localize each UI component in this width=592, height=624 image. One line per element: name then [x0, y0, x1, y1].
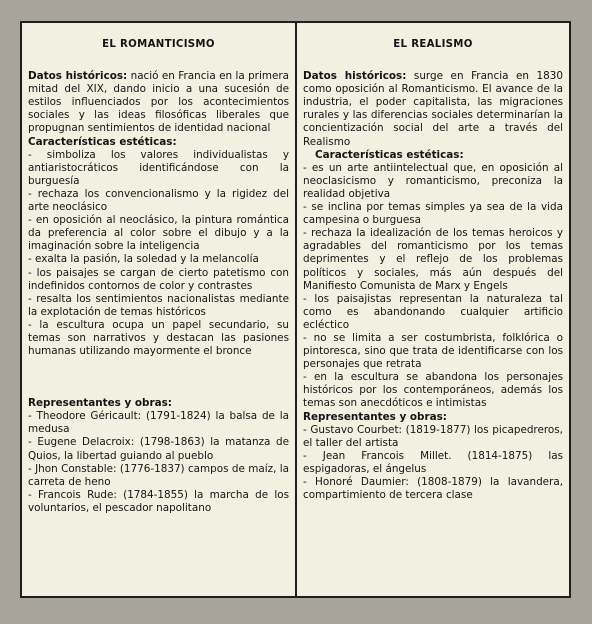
list-item: - en la escultura se abandona los personajes históricos por los contemporáneos, además los temas son anecdóticos e intimistas: [303, 371, 563, 410]
list-item: - rechaza la idealización de los temas heroicos y agradables del romanticismo por los temas deprimentes y el reflejo de los problemas políticos y sociales, más aún después del Manifiesto Comunista de Marx y Engels: [303, 227, 563, 292]
representantes-list: [28, 410, 289, 515]
list-item: - exalta la pasión, la soledad y la melancolía: [28, 253, 259, 266]
list-item: - la escultura ocupa un papel secundario, su temas son narrativos y destacan las pasiones humanas utilizando mayormente el bronce: [28, 318, 289, 358]
list-item: - en oposición al neoclásico, la pintura romántica da preferencia al color sobre el dibujo y a la imaginación sobre la inteligencia: [28, 214, 289, 253]
datos-text: nació en Francia en la primera mitad del XIX, dando inicio a una sucesión de estilos influenciados por los acontecimientos sociales y las ideas filosóficas liberales que propugnan sentimientos de identidad nacional: [28, 70, 289, 135]
list-item: - Jean Francois Millet. (1814-1875) las espigadoras, el ángelus: [303, 449, 563, 475]
datos-label: Datos históricos:: [28, 70, 128, 83]
list-item: - Honoré Daumier: (1808-1879) la lavandera, compartimiento de tercera clase: [303, 476, 563, 502]
list-item: - se inclina por temas simples ya sea de la vida campesina o burguesa: [303, 201, 563, 227]
datos-label: Datos históricos:: [303, 70, 407, 83]
romanticismo-column: [22, 23, 297, 596]
list-item: - es un arte antiintelectual que, en oposición al neoclasicismo y romanticismo, preconiza la realidad objetiva: [303, 161, 563, 200]
caracteristicas-heading: Características estéticas:: [28, 135, 177, 148]
list-item: - Theodore Géricault: (1791-1824) la balsa de la medusa: [28, 410, 289, 436]
comparison-table: [20, 21, 571, 598]
list-item: - no se limita a ser costumbrista, folklórica o pintoresca, sino que trata de identificarse con los personajes que retrata: [303, 331, 563, 371]
representantes-heading: Representantes y obras:: [28, 397, 172, 410]
list-item: - Eugene Delacroix: (1798-1863) la matanza de Quios, la libertad guiando al pueblo: [28, 436, 289, 462]
spacer: [28, 358, 289, 397]
romanticismo-datos: [28, 70, 289, 135]
list-item: - simboliza los valores individualistas y antiaristocráticos identificándose con la burguesía: [28, 148, 289, 187]
list-item: - Jhon Constable: (1776-1837) campos de maíz, la carreta de heno: [28, 462, 289, 488]
datos-text: surge en Francia en 1830 como oposición al Romanticismo. El avance de la industria, el poder capitalista, las migraciones rurales y las diferencias sociales determinarían la concientización social del arte a través del Realismo: [303, 70, 564, 148]
realismo-title: EL REALISMO: [393, 39, 473, 50]
list-item: - rechaza los convencionalismo y la rigidez del arte neoclásico: [28, 187, 289, 214]
caracteristicas-list: [303, 162, 563, 411]
representantes-heading: Representantes y obras:: [303, 410, 447, 423]
representantes-list: [303, 424, 563, 503]
realismo-column: [297, 23, 569, 596]
list-item: - los paisajistas representan la naturaleza tal como es abandonando cualquier artificio ecléctico: [303, 292, 563, 331]
realismo-datos: [303, 70, 563, 149]
romanticismo-title: EL ROMANTICISMO: [102, 39, 215, 50]
list-item: - Francois Rude: (1784-1855) la marcha de los voluntarios, el pescador napolitano: [28, 488, 289, 514]
list-item: - los paisajes se cargan de cierto patetismo con indefinidos contornos de color y contrastes: [28, 266, 289, 292]
list-item: - resalta los sentimientos nacionalistas mediante la explotación de temas históricos: [28, 292, 289, 318]
caracteristicas-heading: Características estéticas:: [315, 148, 464, 161]
caracteristicas-list: [28, 149, 289, 359]
list-item: - Gustavo Courbet: (1819-1877) los picapedreros, el taller del artista: [303, 423, 563, 449]
